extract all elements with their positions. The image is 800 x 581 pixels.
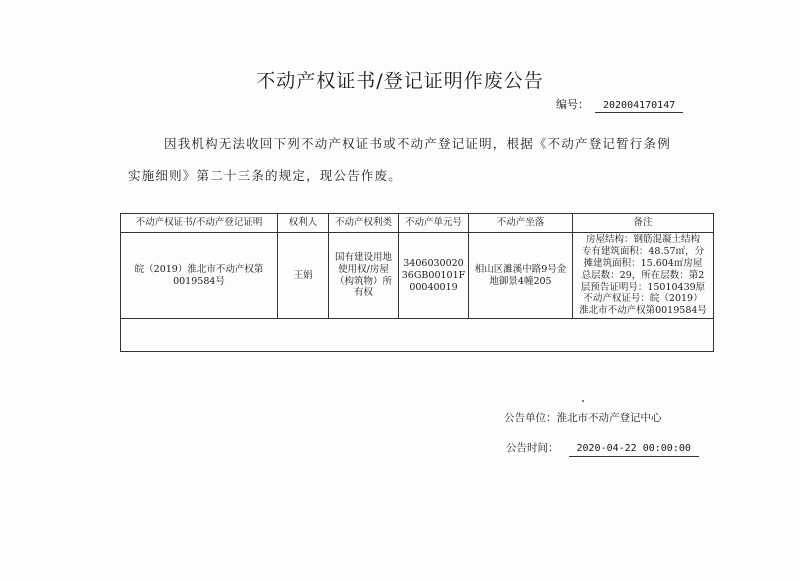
cell-location: 相山区濉溪中路9号金地御景4幢205 bbox=[469, 233, 573, 319]
issuer-label: 公告单位： bbox=[504, 412, 557, 424]
time-value: 2020-04-22 00:00:00 bbox=[569, 443, 699, 457]
table-header-row bbox=[121, 214, 714, 233]
header-location: 不动产坐落 bbox=[469, 214, 573, 233]
serial-number bbox=[556, 96, 683, 113]
void-certificate-table bbox=[120, 213, 714, 352]
header-holder: 权利人 bbox=[278, 214, 329, 233]
header-remarks: 备注 bbox=[573, 214, 714, 233]
cell-holder: 王娟 bbox=[278, 233, 329, 319]
time-line bbox=[506, 440, 699, 457]
header-certificate: 不动产权证书/不动产登记证明 bbox=[121, 214, 278, 233]
cell-remarks: 房屋结构：钢筋混凝土结构 专有建筑面积：48.57㎡，分 摊建筑面积：15.604㎡房屋 总层数：29，所在层数：第2 层预告证明号：15010439原 不动产权证号：皖（2019） 淮北市不动产权第0019584号 bbox=[573, 233, 714, 319]
time-label: 公告时间： bbox=[506, 442, 559, 454]
cell-empty bbox=[121, 319, 714, 352]
cell-unit-no: 340603002036GB00101F00040019 bbox=[399, 233, 469, 319]
table-empty-row bbox=[121, 319, 714, 352]
notice-paragraph-1: 因我机构无法收回下列不动产权证书或不动产登记证明，根据《不动产登记暂行条例 bbox=[164, 136, 671, 151]
notice-paragraph-2: 实施细则》第二十三条的规定，现公告作废。 bbox=[128, 168, 403, 183]
issuer-line bbox=[504, 410, 662, 425]
header-unit-no: 不动产单元号 bbox=[399, 214, 469, 233]
issuer-value: 淮北市不动产登记中心 bbox=[556, 412, 662, 424]
scan-speck bbox=[582, 400, 584, 402]
header-right-type: 不动产权利类 bbox=[329, 214, 399, 233]
cell-certificate: 皖（2019）淮北市不动产权第0019584号 bbox=[121, 233, 278, 319]
serial-value: 202004170147 bbox=[595, 100, 683, 113]
serial-label: 编号： bbox=[556, 98, 589, 111]
table-row bbox=[121, 233, 714, 319]
page-title: 不动产权证书/登记证明作废公告 bbox=[256, 70, 544, 92]
cell-right-type: 国有建设用地使用权/房屋（构筑物）所有权 bbox=[329, 233, 399, 319]
